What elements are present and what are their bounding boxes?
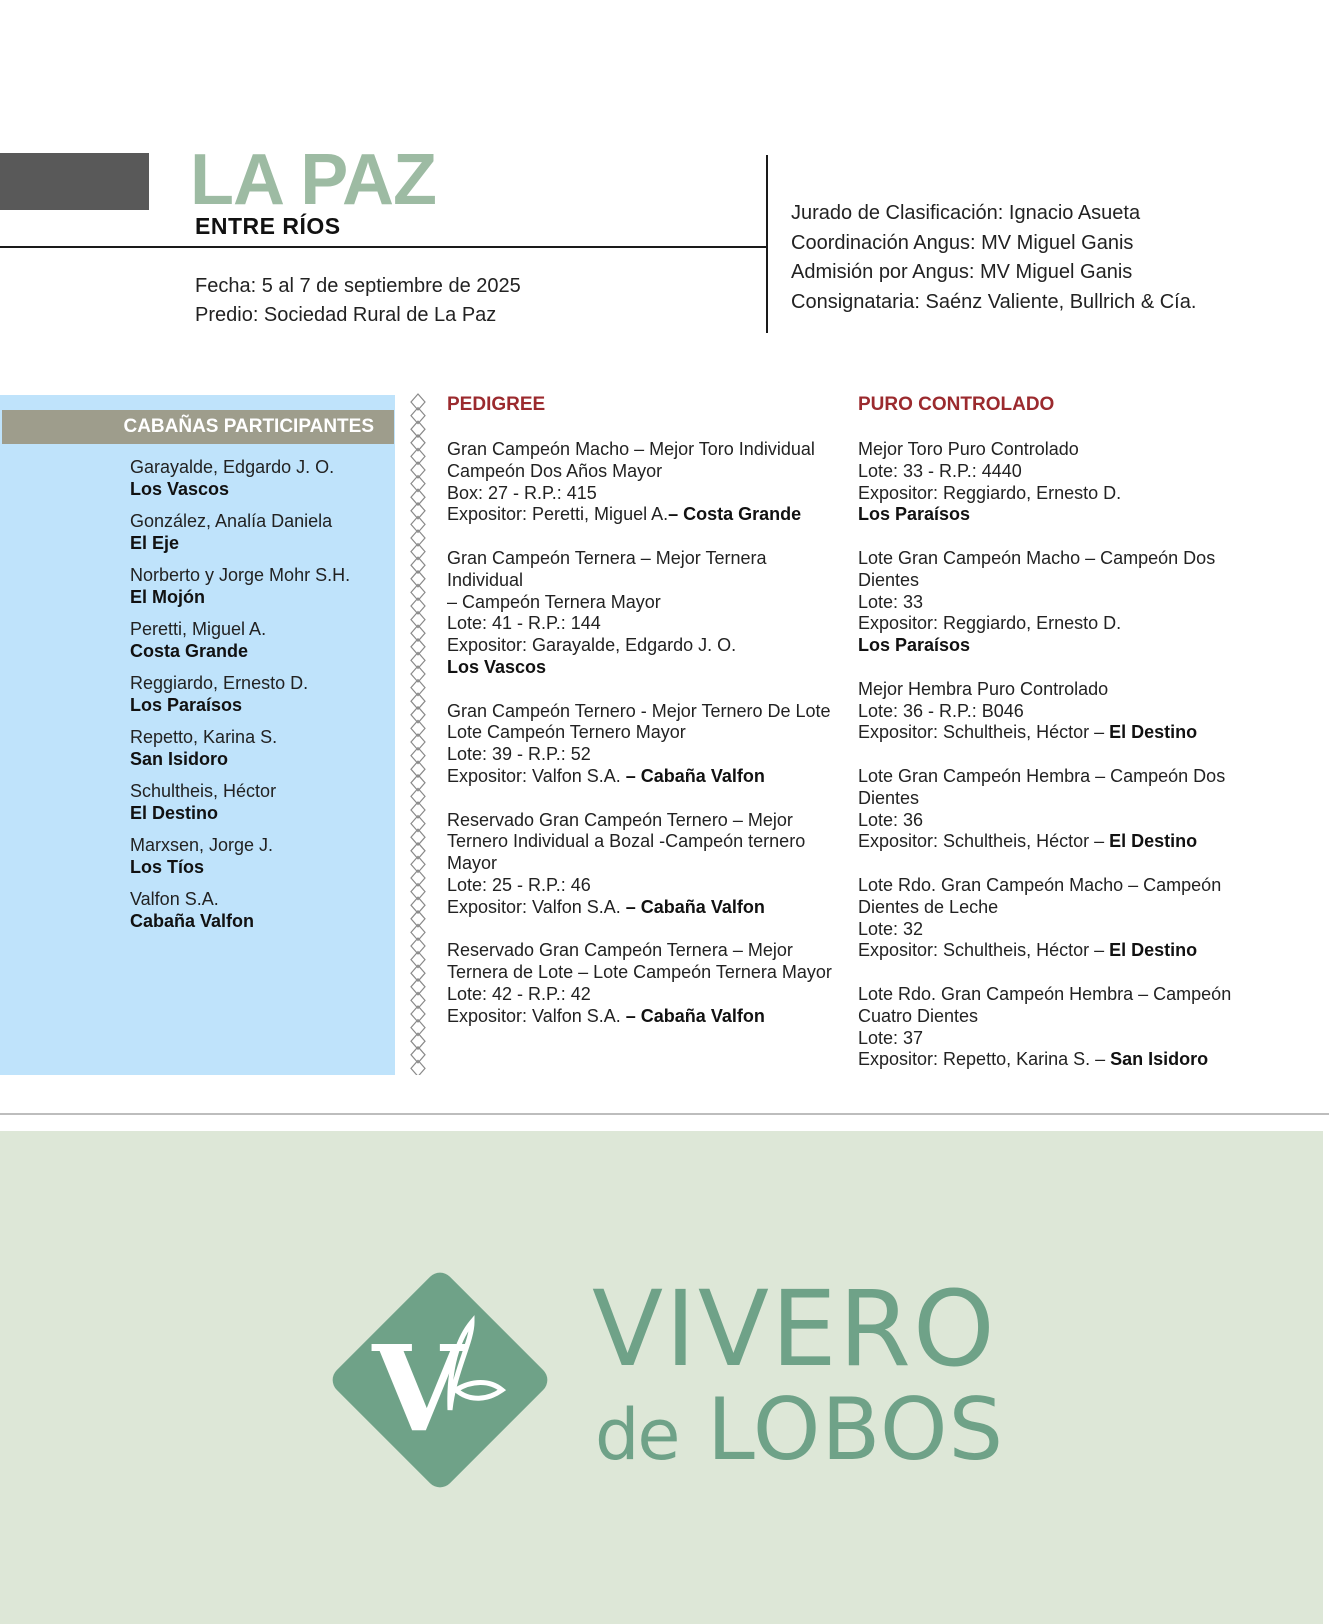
award-title: Mayor: [447, 853, 498, 874]
award-entry: [858, 548, 1238, 657]
jury-classification: Jurado de Clasificación: Ignacio Asueta: [791, 202, 1141, 224]
award-lot: Lote: 42 - R.P.: 42: [447, 983, 591, 1004]
award-ranch: El Destino: [1109, 722, 1198, 743]
event-info: [195, 272, 521, 330]
award-ranch: – Cabaña Valfon: [625, 896, 765, 917]
award-exhibitor: Expositor: Reggiardo, Ernesto D.: [858, 613, 1122, 634]
brand-name-line1: VIVERO: [592, 1268, 997, 1390]
award-ranch: Los Paraísos: [858, 635, 971, 656]
award-title: Dientes: [858, 569, 920, 590]
award-lot: Lote: 36 - R.P.: B046: [858, 700, 1024, 721]
pedigree-heading: PEDIGREE: [447, 394, 546, 415]
award-title: Gran Campeón Ternero - Mejor Ternero De Lote: [447, 700, 831, 721]
participant-name: Repetto, Karina S.: [130, 727, 278, 747]
diamond-chain-divider: [409, 393, 427, 1075]
award-title: Dientes: [858, 787, 920, 808]
award-ranch: – Cabaña Valfon: [625, 1005, 765, 1026]
award-lot: Lote: 41 - R.P.: 144: [447, 613, 601, 634]
award-entry: [858, 984, 1238, 1071]
brand-name-line2: [595, 1382, 1004, 1483]
award-exhibitor: Expositor: Valfon S.A. – Cabaña Valfon: [447, 896, 765, 917]
award-ranch: – Cabaña Valfon: [625, 765, 765, 786]
award-exhibitor: Expositor: Schultheis, Héctor – El Destino: [858, 831, 1198, 852]
award-title: Mejor Hembra Puro Controlado: [858, 678, 1109, 699]
award-lot: Lote: 37: [858, 1027, 924, 1048]
award-entry: [447, 940, 847, 1027]
award-exhibitor: Expositor: Repetto, Karina S. – San Isidoro: [858, 1049, 1209, 1070]
award-ranch: Los Vascos: [447, 656, 547, 677]
page-title: LA PAZ: [190, 140, 436, 220]
event-venue: Predio: Sociedad Rural de La Paz: [195, 304, 497, 326]
header-vertical-divider: [766, 155, 768, 333]
award-title: Lote Rdo. Gran Campeón Macho – Campeón: [858, 874, 1222, 895]
list-item: [130, 564, 390, 608]
participant-name: Marxsen, Jorge J.: [130, 835, 274, 855]
award-title: Gran Campeón Macho – Mejor Toro Individual: [447, 439, 815, 459]
award-entry: [447, 548, 847, 679]
award-entry: [858, 766, 1238, 853]
participant-ranch: San Isidoro: [130, 749, 229, 769]
participant-ranch: Cabaña Valfon: [130, 911, 255, 931]
award-lot: Lote: 32: [858, 918, 924, 939]
logo-letter: V: [372, 1319, 464, 1458]
list-item: [130, 456, 390, 500]
section-divider: [0, 1113, 1329, 1115]
award-title: Lote Gran Campeón Macho – Campeón Dos: [858, 547, 1216, 568]
header-color-block: [0, 153, 149, 210]
award-title: Reservado Gran Campeón Ternera – Mejor: [447, 940, 793, 961]
award-title: – Campeón Ternera Mayor: [447, 591, 661, 612]
award-title: Ternera de Lote – Lote Campeón Ternera Mayor: [447, 962, 832, 983]
participant-name: Valfon S.A.: [130, 889, 219, 909]
award-lot: Lote: 33: [858, 591, 924, 612]
page-edge: [1323, 1131, 1329, 1624]
award-ranch: – Costa Grande: [668, 504, 802, 525]
award-lot: Lote: 33 - R.P.: 4440: [858, 460, 1022, 481]
puro-controlado-column: [858, 393, 1238, 1093]
award-entry: [447, 439, 847, 526]
award-entry: [858, 875, 1238, 962]
participant-ranch: El Destino: [130, 803, 219, 823]
angus-coordination: Coordinación Angus: MV Miguel Ganis: [791, 231, 1134, 254]
award-title: Lote Rdo. Gran Campeón Hembra – Campeón: [858, 983, 1232, 1004]
participant-name: Garayalde, Edgardo J. O.: [130, 457, 335, 477]
list-item: [130, 780, 390, 824]
participants-heading: CABAÑAS PARTICIPANTES: [2, 410, 394, 444]
brand-de: de: [595, 1394, 679, 1476]
award-title: Cuatro Dientes: [858, 1005, 979, 1026]
participant-ranch: Los Paraísos: [130, 695, 243, 715]
list-item: [130, 618, 390, 662]
pedigree-column: [447, 393, 847, 1049]
award-title: Mejor Toro Puro Controlado: [858, 439, 1079, 459]
header-divider: [0, 246, 768, 248]
list-item: [130, 672, 390, 716]
award-title: Lote Campeón Ternero Mayor: [447, 722, 686, 743]
participant-name: Reggiardo, Ernesto D.: [130, 673, 309, 693]
award-entry: [447, 810, 847, 919]
award-exhibitor: Expositor: Peretti, Miguel A.– Costa Grande: [447, 504, 802, 525]
brand-lobos: LOBOS: [706, 1380, 1005, 1480]
award-ranch: San Isidoro: [1110, 1049, 1209, 1070]
consignee: Consignataria: Saénz Valiente, Bullrich & Cía.: [791, 290, 1197, 313]
award-title: Lote Gran Campeón Hembra – Campeón Dos: [858, 765, 1226, 786]
award-lot: Lote: 39 - R.P.: 52: [447, 744, 591, 765]
award-entry: [858, 439, 1238, 526]
participant-name: Norberto y Jorge Mohr S.H.: [130, 565, 351, 585]
angus-admission: Admisión por Angus: MV Miguel Ganis: [791, 261, 1133, 283]
award-exhibitor: Expositor: Garayalde, Edgardo J. O.: [447, 635, 737, 656]
participant-ranch: Los Tíos: [130, 857, 205, 877]
award-title: Dientes de Leche: [858, 896, 999, 917]
list-item: [130, 888, 390, 932]
participant-ranch: El Eje: [130, 533, 180, 553]
award-title: Campeón Dos Años Mayor: [447, 460, 663, 481]
award-exhibitor: Expositor: Valfon S.A. – Cabaña Valfon: [447, 765, 765, 786]
participant-name: González, Analía Daniela: [130, 511, 333, 531]
participants-list: [130, 456, 390, 942]
participant-ranch: Costa Grande: [130, 641, 249, 661]
participant-name: Schultheis, Héctor: [130, 781, 277, 801]
list-item: [130, 834, 390, 878]
jury-info: [791, 199, 1196, 317]
puro-controlado-heading: PURO CONTROLADO: [858, 394, 1055, 415]
award-entry: [858, 679, 1238, 744]
award-lot: Lote: 36: [858, 809, 924, 830]
award-exhibitor: Expositor: Valfon S.A. – Cabaña Valfon: [447, 1005, 765, 1026]
vivero-logo-icon: [322, 1262, 558, 1498]
award-entry: [447, 701, 847, 788]
award-exhibitor: Expositor: Reggiardo, Ernesto D.: [858, 482, 1122, 503]
award-exhibitor: Expositor: Schultheis, Héctor – El Destino: [858, 722, 1198, 743]
award-ranch: El Destino: [1109, 940, 1198, 961]
award-title: Ternero Individual a Bozal -Campeón ternero: [447, 831, 806, 852]
award-ranch: El Destino: [1109, 831, 1198, 852]
list-item: [130, 510, 390, 554]
list-item: [130, 726, 390, 770]
award-lot: Lote: 25 - R.P.: 46: [447, 874, 591, 895]
award-exhibitor: Expositor: Schultheis, Héctor – El Destino: [858, 940, 1198, 961]
award-title: Gran Campeón Ternera – Mejor Ternera Individual: [447, 547, 767, 590]
participant-ranch: El Mojón: [130, 587, 205, 607]
participant-name: Peretti, Miguel A.: [130, 619, 267, 639]
award-ranch: Los Paraísos: [858, 504, 971, 525]
page-subtitle: ENTRE RÍOS: [195, 213, 341, 239]
award-title: Reservado Gran Campeón Ternero – Mejor: [447, 809, 793, 830]
event-date: Fecha: 5 al 7 de septiembre de 2025: [195, 275, 521, 297]
participant-ranch: Los Vascos: [130, 479, 230, 499]
award-lot: Box: 27 - R.P.: 415: [447, 482, 597, 503]
